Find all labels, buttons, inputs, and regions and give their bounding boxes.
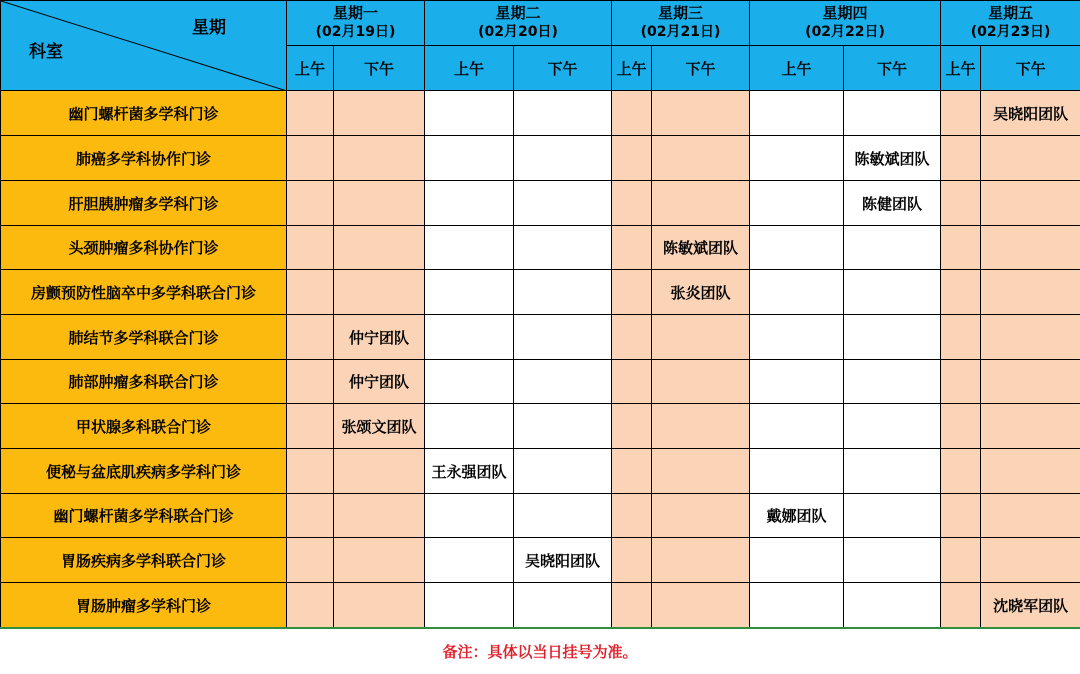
schedule-cell xyxy=(612,270,652,315)
dept-name: 甲状腺多科联合门诊 xyxy=(1,404,287,449)
dept-name: 胃肠疾病多学科联合门诊 xyxy=(1,538,287,583)
schedule-cell: 仲宁团队 xyxy=(334,315,425,360)
schedule-cell xyxy=(941,270,981,315)
schedule-cell xyxy=(750,270,844,315)
schedule-cell xyxy=(941,360,981,404)
schedule-cell xyxy=(652,494,750,538)
schedule-cell xyxy=(941,583,981,628)
dept-name: 头颈肿瘤多科协作门诊 xyxy=(1,226,287,270)
schedule-cell xyxy=(514,583,612,628)
schedule-cell xyxy=(981,538,1080,583)
schedule-cell xyxy=(941,494,981,538)
schedule-cell xyxy=(750,404,844,449)
schedule-cell xyxy=(612,360,652,404)
schedule-cell xyxy=(287,494,334,538)
dept-name: 肺癌多学科协作门诊 xyxy=(1,136,287,181)
day-name: 星期四 xyxy=(823,4,868,22)
dept-name: 幽门螺杆菌多学科门诊 xyxy=(1,91,287,136)
schedule-cell xyxy=(514,315,612,360)
schedule-cell xyxy=(612,315,652,360)
schedule-cell xyxy=(941,538,981,583)
corner-header xyxy=(1,1,287,91)
schedule-cell xyxy=(750,583,844,628)
corner-day-label: 星期 xyxy=(192,13,226,38)
pm-header: 下午 xyxy=(844,46,941,91)
schedule-cell xyxy=(425,360,514,404)
schedule-cell xyxy=(287,538,334,583)
schedule-cell xyxy=(612,181,652,226)
dept-name: 幽门螺杆菌多学科联合门诊 xyxy=(1,494,287,538)
schedule-cell xyxy=(652,181,750,226)
day-date: (02月21日) xyxy=(612,23,749,42)
corner-dept-label: 科室 xyxy=(29,37,63,62)
table-row xyxy=(1,136,1080,181)
table-row xyxy=(1,404,1080,449)
dept-name: 肺结节多学科联合门诊 xyxy=(1,315,287,360)
schedule-cell xyxy=(652,538,750,583)
schedule-cell xyxy=(334,494,425,538)
schedule-cell xyxy=(981,270,1080,315)
schedule-cell xyxy=(844,360,941,404)
schedule-cell xyxy=(981,315,1080,360)
day-header-wed xyxy=(612,1,750,46)
schedule-cell xyxy=(425,494,514,538)
day-header-thu xyxy=(750,1,941,46)
schedule-cell: 戴娜团队 xyxy=(750,494,844,538)
schedule-cell xyxy=(514,181,612,226)
dept-name: 便秘与盆底肌疾病多学科门诊 xyxy=(1,449,287,494)
schedule-cell xyxy=(612,404,652,449)
schedule-cell xyxy=(750,538,844,583)
dept-name: 肺部肿瘤多科联合门诊 xyxy=(1,360,287,404)
schedule-cell xyxy=(334,181,425,226)
schedule-cell xyxy=(941,181,981,226)
am-header: 上午 xyxy=(941,46,981,91)
schedule-cell xyxy=(844,449,941,494)
schedule-cell xyxy=(981,360,1080,404)
schedule-cell xyxy=(425,136,514,181)
schedule-cell xyxy=(652,404,750,449)
day-date: (02月20日) xyxy=(425,23,611,42)
schedule-cell xyxy=(941,404,981,449)
schedule-cell: 陈敏斌团队 xyxy=(652,226,750,270)
schedule-cell xyxy=(612,226,652,270)
schedule-cell xyxy=(425,538,514,583)
schedule-cell xyxy=(287,136,334,181)
schedule-cell xyxy=(981,226,1080,270)
schedule-cell: 陈健团队 xyxy=(844,181,941,226)
schedule-cell xyxy=(287,404,334,449)
schedule-cell xyxy=(750,315,844,360)
schedule-cell: 王永强团队 xyxy=(425,449,514,494)
schedule-cell xyxy=(750,226,844,270)
schedule-cell xyxy=(612,449,652,494)
schedule-cell xyxy=(287,360,334,404)
dept-name: 肝胆胰肿瘤多学科门诊 xyxy=(1,181,287,226)
schedule-cell xyxy=(334,226,425,270)
schedule-cell xyxy=(652,583,750,628)
day-date: (02月23日) xyxy=(941,23,1080,42)
schedule-cell xyxy=(844,315,941,360)
schedule-cell xyxy=(287,449,334,494)
am-header: 上午 xyxy=(425,46,514,91)
schedule-cell xyxy=(612,494,652,538)
day-date: (02月22日) xyxy=(750,23,940,42)
schedule-cell xyxy=(287,315,334,360)
schedule-cell xyxy=(425,315,514,360)
schedule-cell xyxy=(844,270,941,315)
schedule-cell xyxy=(652,136,750,181)
schedule-cell: 吴晓阳团队 xyxy=(981,91,1080,136)
schedule-cell xyxy=(287,270,334,315)
schedule-cell xyxy=(750,181,844,226)
dept-name: 房颤预防性脑卒中多学科联合门诊 xyxy=(1,270,287,315)
schedule-cell: 张颂文团队 xyxy=(334,404,425,449)
table-row xyxy=(1,181,1080,226)
table-row xyxy=(1,315,1080,360)
schedule-cell xyxy=(612,538,652,583)
schedule-cell xyxy=(287,583,334,628)
day-name: 星期五 xyxy=(988,4,1033,22)
schedule-cell xyxy=(844,404,941,449)
schedule-cell xyxy=(844,583,941,628)
schedule-cell xyxy=(750,360,844,404)
schedule-cell xyxy=(514,270,612,315)
schedule-cell xyxy=(514,91,612,136)
day-name: 星期一 xyxy=(333,4,378,22)
schedule-cell xyxy=(425,404,514,449)
pm-header: 下午 xyxy=(981,46,1080,91)
schedule-cell: 吴晓阳团队 xyxy=(514,538,612,583)
schedule-cell xyxy=(981,181,1080,226)
schedule-cell xyxy=(612,136,652,181)
schedule-cell xyxy=(514,136,612,181)
schedule-cell xyxy=(844,226,941,270)
day-date: (02月19日) xyxy=(287,23,424,42)
day-header-tue xyxy=(425,1,612,46)
dept-name: 胃肠肿瘤多学科门诊 xyxy=(1,583,287,628)
schedule-cell xyxy=(652,449,750,494)
day-header-mon xyxy=(287,1,425,46)
schedule-cell xyxy=(750,136,844,181)
schedule-cell xyxy=(750,91,844,136)
schedule-cell: 沈晓军团队 xyxy=(981,583,1080,628)
schedule-cell xyxy=(425,583,514,628)
table-row xyxy=(1,360,1080,404)
schedule-cell: 张炎团队 xyxy=(652,270,750,315)
schedule-cell xyxy=(425,181,514,226)
day-name: 星期二 xyxy=(496,4,541,22)
table-row xyxy=(1,270,1080,315)
am-header: 上午 xyxy=(287,46,334,91)
schedule-cell xyxy=(514,449,612,494)
schedule-cell xyxy=(652,91,750,136)
pm-header: 下午 xyxy=(334,46,425,91)
schedule-cell xyxy=(652,360,750,404)
schedule-cell xyxy=(981,404,1080,449)
pm-header: 下午 xyxy=(514,46,612,91)
table-row xyxy=(1,583,1080,628)
schedule-cell: 仲宁团队 xyxy=(334,360,425,404)
schedule-cell xyxy=(334,449,425,494)
schedule-cell xyxy=(425,226,514,270)
pm-header: 下午 xyxy=(652,46,750,91)
schedule-cell xyxy=(941,315,981,360)
schedule-cell xyxy=(941,449,981,494)
schedule-cell xyxy=(514,494,612,538)
am-header: 上午 xyxy=(750,46,844,91)
footer-note: 备注：具体以当日挂号为准。 xyxy=(0,627,1080,674)
schedule-cell xyxy=(287,91,334,136)
schedule-cell xyxy=(334,91,425,136)
schedule-cell xyxy=(514,404,612,449)
schedule-cell xyxy=(941,226,981,270)
schedule-cell xyxy=(844,538,941,583)
schedule-cell xyxy=(334,270,425,315)
schedule-cell xyxy=(287,181,334,226)
schedule-cell xyxy=(514,360,612,404)
am-header: 上午 xyxy=(612,46,652,91)
day-name: 星期三 xyxy=(658,4,703,22)
schedule-cell xyxy=(981,136,1080,181)
schedule-cell xyxy=(750,449,844,494)
schedule-cell xyxy=(334,136,425,181)
day-header-fri xyxy=(941,1,1080,46)
schedule-cell xyxy=(514,226,612,270)
table-row xyxy=(1,538,1080,583)
schedule-cell xyxy=(334,583,425,628)
schedule-cell xyxy=(287,226,334,270)
schedule-cell xyxy=(844,91,941,136)
table-row xyxy=(1,449,1080,494)
schedule-cell: 陈敏斌团队 xyxy=(844,136,941,181)
schedule-cell xyxy=(844,494,941,538)
schedule-cell xyxy=(425,270,514,315)
table-row xyxy=(1,226,1080,270)
table-row xyxy=(1,494,1080,538)
schedule-body xyxy=(1,91,1080,628)
schedule-cell xyxy=(981,494,1080,538)
schedule-cell xyxy=(981,449,1080,494)
table-row xyxy=(1,91,1080,136)
schedule-cell xyxy=(612,91,652,136)
schedule-cell xyxy=(612,583,652,628)
schedule-cell xyxy=(652,315,750,360)
schedule-cell xyxy=(334,538,425,583)
schedule-cell xyxy=(941,136,981,181)
schedule-cell xyxy=(425,91,514,136)
schedule-cell xyxy=(941,91,981,136)
